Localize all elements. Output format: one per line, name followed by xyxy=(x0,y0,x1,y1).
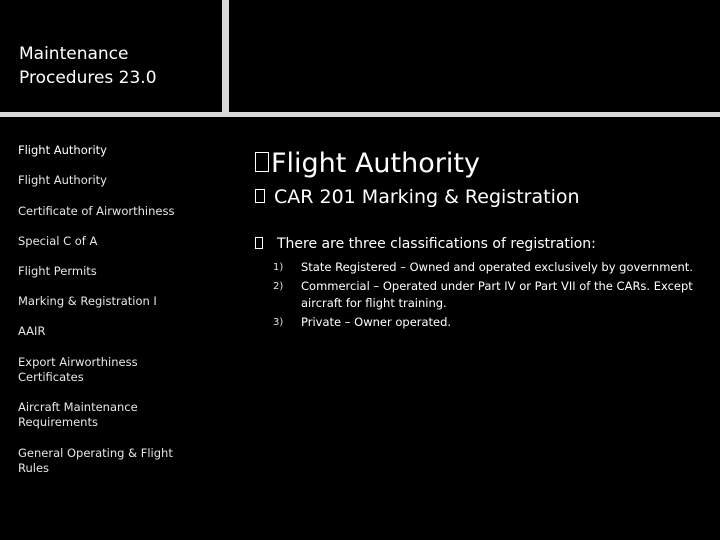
list-item xyxy=(273,259,703,276)
sidebar-item-certificate-of-airworthiness[interactable]: Certificate of Airworthiness xyxy=(18,204,175,218)
bullet-box-icon xyxy=(255,189,265,203)
registration-list xyxy=(273,259,703,333)
content-intro xyxy=(255,234,596,254)
sidebar-item-aircraft-maintenance[interactable]: Aircraft Maintenance Requirements xyxy=(18,400,138,429)
sidebar-item-aair[interactable]: AAIR xyxy=(18,324,46,338)
list-item-text: Commercial – Operated under Part IV or Part VII of the CARs. Except aircraft for flight training. xyxy=(301,279,693,310)
list-item-text: Private – Owner operated. xyxy=(301,315,452,329)
content-subheading xyxy=(255,185,580,209)
sidebar-item-flight-permits[interactable]: Flight Permits xyxy=(18,264,97,278)
sidebar xyxy=(0,117,229,540)
vertical-divider xyxy=(222,0,229,112)
list-item-number: 1) xyxy=(273,262,284,273)
sidebar-item-export-airworthiness[interactable]: Export Airworthiness Certificates xyxy=(18,355,138,384)
main-content xyxy=(229,117,720,540)
content-heading-text: Flight Authority xyxy=(271,148,480,179)
sidebar-item-marking-registration[interactable]: Marking & Registration I xyxy=(18,294,157,308)
title-block xyxy=(0,0,222,112)
list-item xyxy=(273,314,703,331)
list-item xyxy=(273,278,703,312)
list-item-number: 2) xyxy=(273,281,284,292)
sidebar-item-special-c-of-a[interactable]: Special C of A xyxy=(18,234,98,248)
header-block xyxy=(229,0,720,112)
content-heading xyxy=(255,147,480,181)
bullet-box-icon xyxy=(255,237,263,249)
list-item-number: 3) xyxy=(273,317,284,328)
list-item-text: State Registered – Owned and operated exclusively by government. xyxy=(301,260,693,274)
bullet-box-icon xyxy=(255,152,269,172)
sidebar-item-flight-authority[interactable]: Flight Authority xyxy=(18,173,107,187)
sidebar-item-flight-authority-active[interactable]: Flight Authority xyxy=(18,143,107,157)
content-intro-text: There are three classifications of registration: xyxy=(277,236,596,252)
slide-title: Maintenance Procedures 23.0 xyxy=(19,44,157,88)
sidebar-item-general-operating[interactable]: General Operating & Flight Rules xyxy=(18,446,173,475)
content-subheading-text: CAR 201 Marking & Registration xyxy=(274,186,580,208)
